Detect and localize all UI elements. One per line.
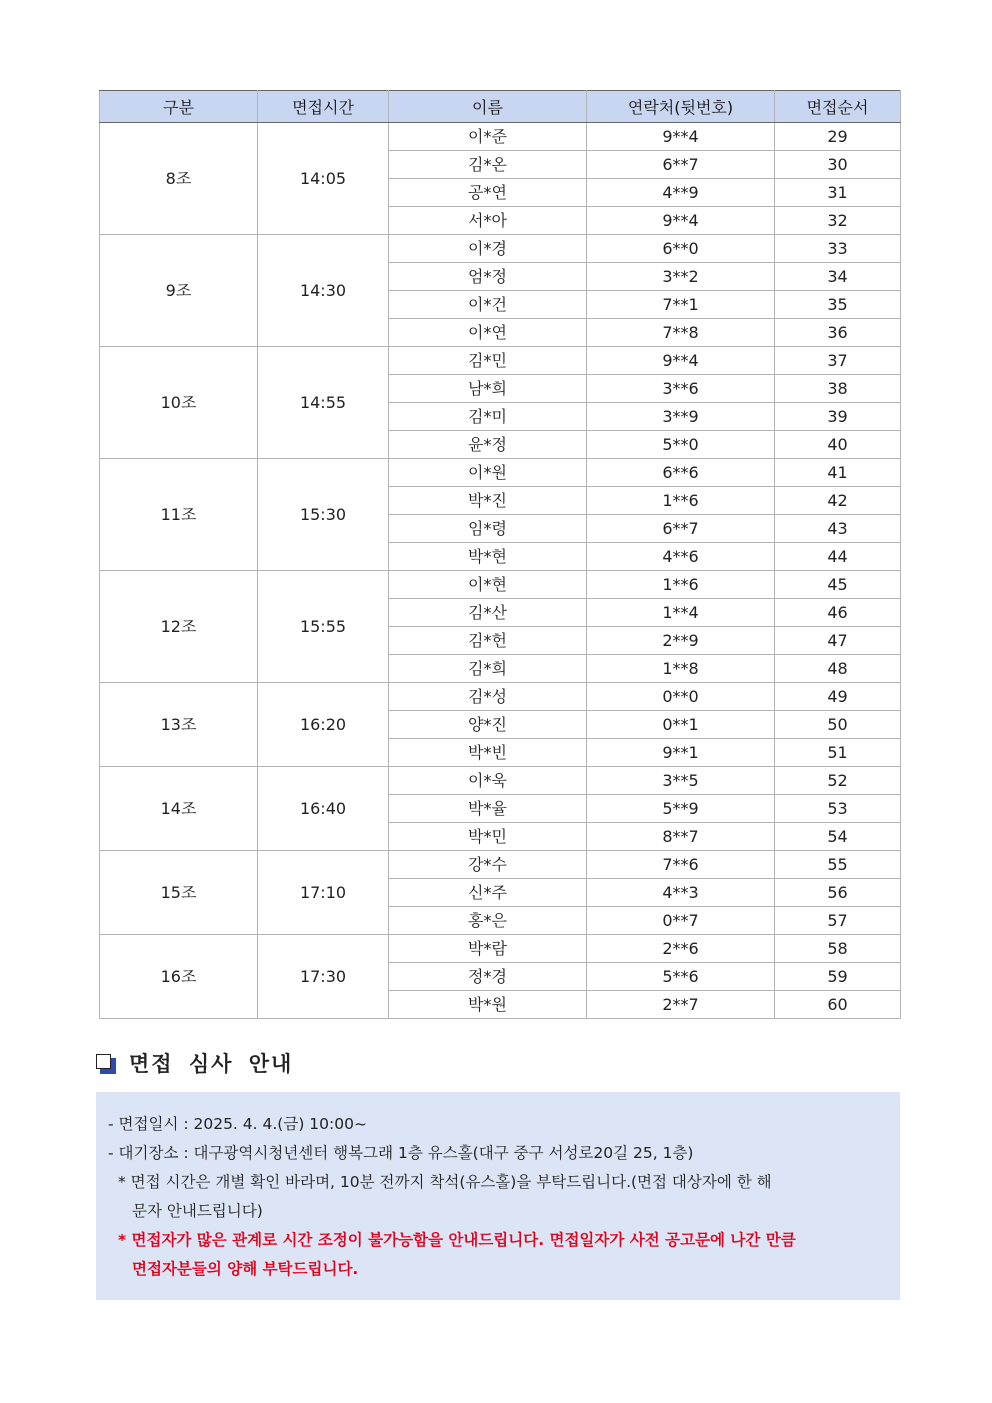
contact-cell: 3**6	[587, 375, 775, 403]
name-cell: 남*희	[389, 375, 587, 403]
interview-schedule-table	[99, 90, 901, 1019]
name-cell: 김*온	[389, 151, 587, 179]
contact-cell: 7**6	[587, 851, 775, 879]
order-cell: 49	[775, 683, 901, 711]
name-cell: 김*민	[389, 347, 587, 375]
time-cell: 14:30	[258, 235, 389, 347]
time-cell: 17:30	[258, 935, 389, 1019]
order-cell: 59	[775, 963, 901, 991]
contact-cell: 1**6	[587, 487, 775, 515]
contact-cell: 6**6	[587, 459, 775, 487]
name-cell: 박*빈	[389, 739, 587, 767]
order-cell: 52	[775, 767, 901, 795]
order-cell: 51	[775, 739, 901, 767]
order-cell: 55	[775, 851, 901, 879]
notice-seating: * 면접 시간은 개별 확인 바라며, 10분 전까지 착석(유스홀)을 부탁드립니다.(면접 대상자에 한 해	[118, 1173, 772, 1191]
order-cell: 32	[775, 207, 901, 235]
order-cell: 41	[775, 459, 901, 487]
order-cell: 50	[775, 711, 901, 739]
name-cell: 박*진	[389, 487, 587, 515]
name-cell: 이*경	[389, 235, 587, 263]
order-cell: 29	[775, 123, 901, 151]
table-row	[100, 683, 901, 711]
contact-cell: 0**0	[587, 683, 775, 711]
name-cell: 신*주	[389, 879, 587, 907]
order-cell: 48	[775, 655, 901, 683]
name-cell: 박*율	[389, 795, 587, 823]
name-cell: 김*산	[389, 599, 587, 627]
name-cell: 이*건	[389, 291, 587, 319]
contact-cell: 5**9	[587, 795, 775, 823]
table-row	[100, 123, 901, 151]
name-cell: 양*진	[389, 711, 587, 739]
contact-cell: 8**7	[587, 823, 775, 851]
contact-cell: 6**0	[587, 235, 775, 263]
group-cell: 10조	[100, 347, 258, 459]
name-cell: 이*연	[389, 319, 587, 347]
contact-cell: 9**4	[587, 347, 775, 375]
contact-cell: 3**9	[587, 403, 775, 431]
table-row	[100, 571, 901, 599]
name-cell: 윤*정	[389, 431, 587, 459]
contact-cell: 7**1	[587, 291, 775, 319]
name-cell: 김*헌	[389, 627, 587, 655]
group-cell: 15조	[100, 851, 258, 935]
table-row	[100, 347, 901, 375]
table-row	[100, 235, 901, 263]
group-cell: 11조	[100, 459, 258, 571]
name-cell: 김*미	[389, 403, 587, 431]
notice-location: - 대기장소 : 대구광역시청년센터 행복그래 1층 유스홀(대구 중구 서성로20길 25, 1층)	[108, 1144, 694, 1162]
contact-cell: 5**6	[587, 963, 775, 991]
group-cell: 14조	[100, 767, 258, 851]
name-cell: 박*현	[389, 543, 587, 571]
time-cell: 16:20	[258, 683, 389, 767]
notice-date: - 면접일시 : 2025. 4. 4.(금) 10:00~	[108, 1115, 367, 1133]
time-cell: 14:05	[258, 123, 389, 235]
name-cell: 김*희	[389, 655, 587, 683]
contact-cell: 6**7	[587, 515, 775, 543]
table-header-row	[100, 91, 901, 123]
name-cell: 정*경	[389, 963, 587, 991]
header-name: 이름	[389, 91, 587, 123]
contact-cell: 0**1	[587, 711, 775, 739]
header-time: 면접시간	[258, 91, 389, 123]
name-cell: 박*원	[389, 991, 587, 1019]
order-cell: 44	[775, 543, 901, 571]
order-cell: 39	[775, 403, 901, 431]
name-cell: 공*연	[389, 179, 587, 207]
order-cell: 56	[775, 879, 901, 907]
name-cell: 김*성	[389, 683, 587, 711]
contact-cell: 4**6	[587, 543, 775, 571]
table-row	[100, 851, 901, 879]
order-cell: 40	[775, 431, 901, 459]
order-cell: 47	[775, 627, 901, 655]
name-cell: 이*현	[389, 571, 587, 599]
contact-cell: 3**5	[587, 767, 775, 795]
contact-cell: 2**9	[587, 627, 775, 655]
table-body	[100, 123, 901, 1019]
header-group: 구분	[100, 91, 258, 123]
name-cell: 홍*은	[389, 907, 587, 935]
name-cell: 박*민	[389, 823, 587, 851]
contact-cell: 2**7	[587, 991, 775, 1019]
group-cell: 12조	[100, 571, 258, 683]
order-cell: 57	[775, 907, 901, 935]
name-cell: 이*욱	[389, 767, 587, 795]
name-cell: 이*준	[389, 123, 587, 151]
table-row	[100, 935, 901, 963]
order-cell: 53	[775, 795, 901, 823]
contact-cell: 9**1	[587, 739, 775, 767]
group-cell: 13조	[100, 683, 258, 767]
contact-cell: 0**7	[587, 907, 775, 935]
contact-cell: 3**2	[587, 263, 775, 291]
header-order: 면접순서	[775, 91, 901, 123]
order-cell: 60	[775, 991, 901, 1019]
notice-warning: * 면접자가 많은 관계로 시간 조정이 불가능함을 안내드립니다. 면접일자가 사전 공고문에 나간 만큼	[118, 1231, 796, 1249]
order-cell: 37	[775, 347, 901, 375]
header-contact: 연락처(뒷번호)	[587, 91, 775, 123]
time-cell: 17:10	[258, 851, 389, 935]
contact-cell: 9**4	[587, 123, 775, 151]
order-cell: 31	[775, 179, 901, 207]
notice-box	[96, 1092, 900, 1300]
name-cell: 임*령	[389, 515, 587, 543]
name-cell: 서*아	[389, 207, 587, 235]
order-cell: 46	[775, 599, 901, 627]
contact-cell: 1**8	[587, 655, 775, 683]
order-cell: 30	[775, 151, 901, 179]
order-cell: 36	[775, 319, 901, 347]
contact-cell: 4**9	[587, 179, 775, 207]
notice-warning-cont: 면접자분들의 양해 부탁드립니다.	[132, 1260, 359, 1278]
order-cell: 43	[775, 515, 901, 543]
order-cell: 33	[775, 235, 901, 263]
order-cell: 42	[775, 487, 901, 515]
contact-cell: 6**7	[587, 151, 775, 179]
contact-cell: 1**4	[587, 599, 775, 627]
contact-cell: 4**3	[587, 879, 775, 907]
contact-cell: 7**8	[587, 319, 775, 347]
order-cell: 35	[775, 291, 901, 319]
order-cell: 54	[775, 823, 901, 851]
time-cell: 14:55	[258, 347, 389, 459]
contact-cell: 2**6	[587, 935, 775, 963]
checkbox-square-icon	[96, 1054, 115, 1073]
section-heading	[96, 1048, 293, 1078]
group-cell: 16조	[100, 935, 258, 1019]
group-cell: 8조	[100, 123, 258, 235]
time-cell: 15:55	[258, 571, 389, 683]
table-row	[100, 767, 901, 795]
contact-cell: 9**4	[587, 207, 775, 235]
contact-cell: 5**0	[587, 431, 775, 459]
table-row	[100, 459, 901, 487]
name-cell: 엄*정	[389, 263, 587, 291]
order-cell: 38	[775, 375, 901, 403]
name-cell: 강*수	[389, 851, 587, 879]
group-cell: 9조	[100, 235, 258, 347]
time-cell: 15:30	[258, 459, 389, 571]
order-cell: 45	[775, 571, 901, 599]
time-cell: 16:40	[258, 767, 389, 851]
name-cell: 박*람	[389, 935, 587, 963]
section-title: 면접 심사 안내	[129, 1052, 294, 1076]
contact-cell: 1**6	[587, 571, 775, 599]
name-cell: 이*원	[389, 459, 587, 487]
notice-seating-cont: 문자 안내드립니다)	[132, 1202, 263, 1220]
order-cell: 34	[775, 263, 901, 291]
order-cell: 58	[775, 935, 901, 963]
